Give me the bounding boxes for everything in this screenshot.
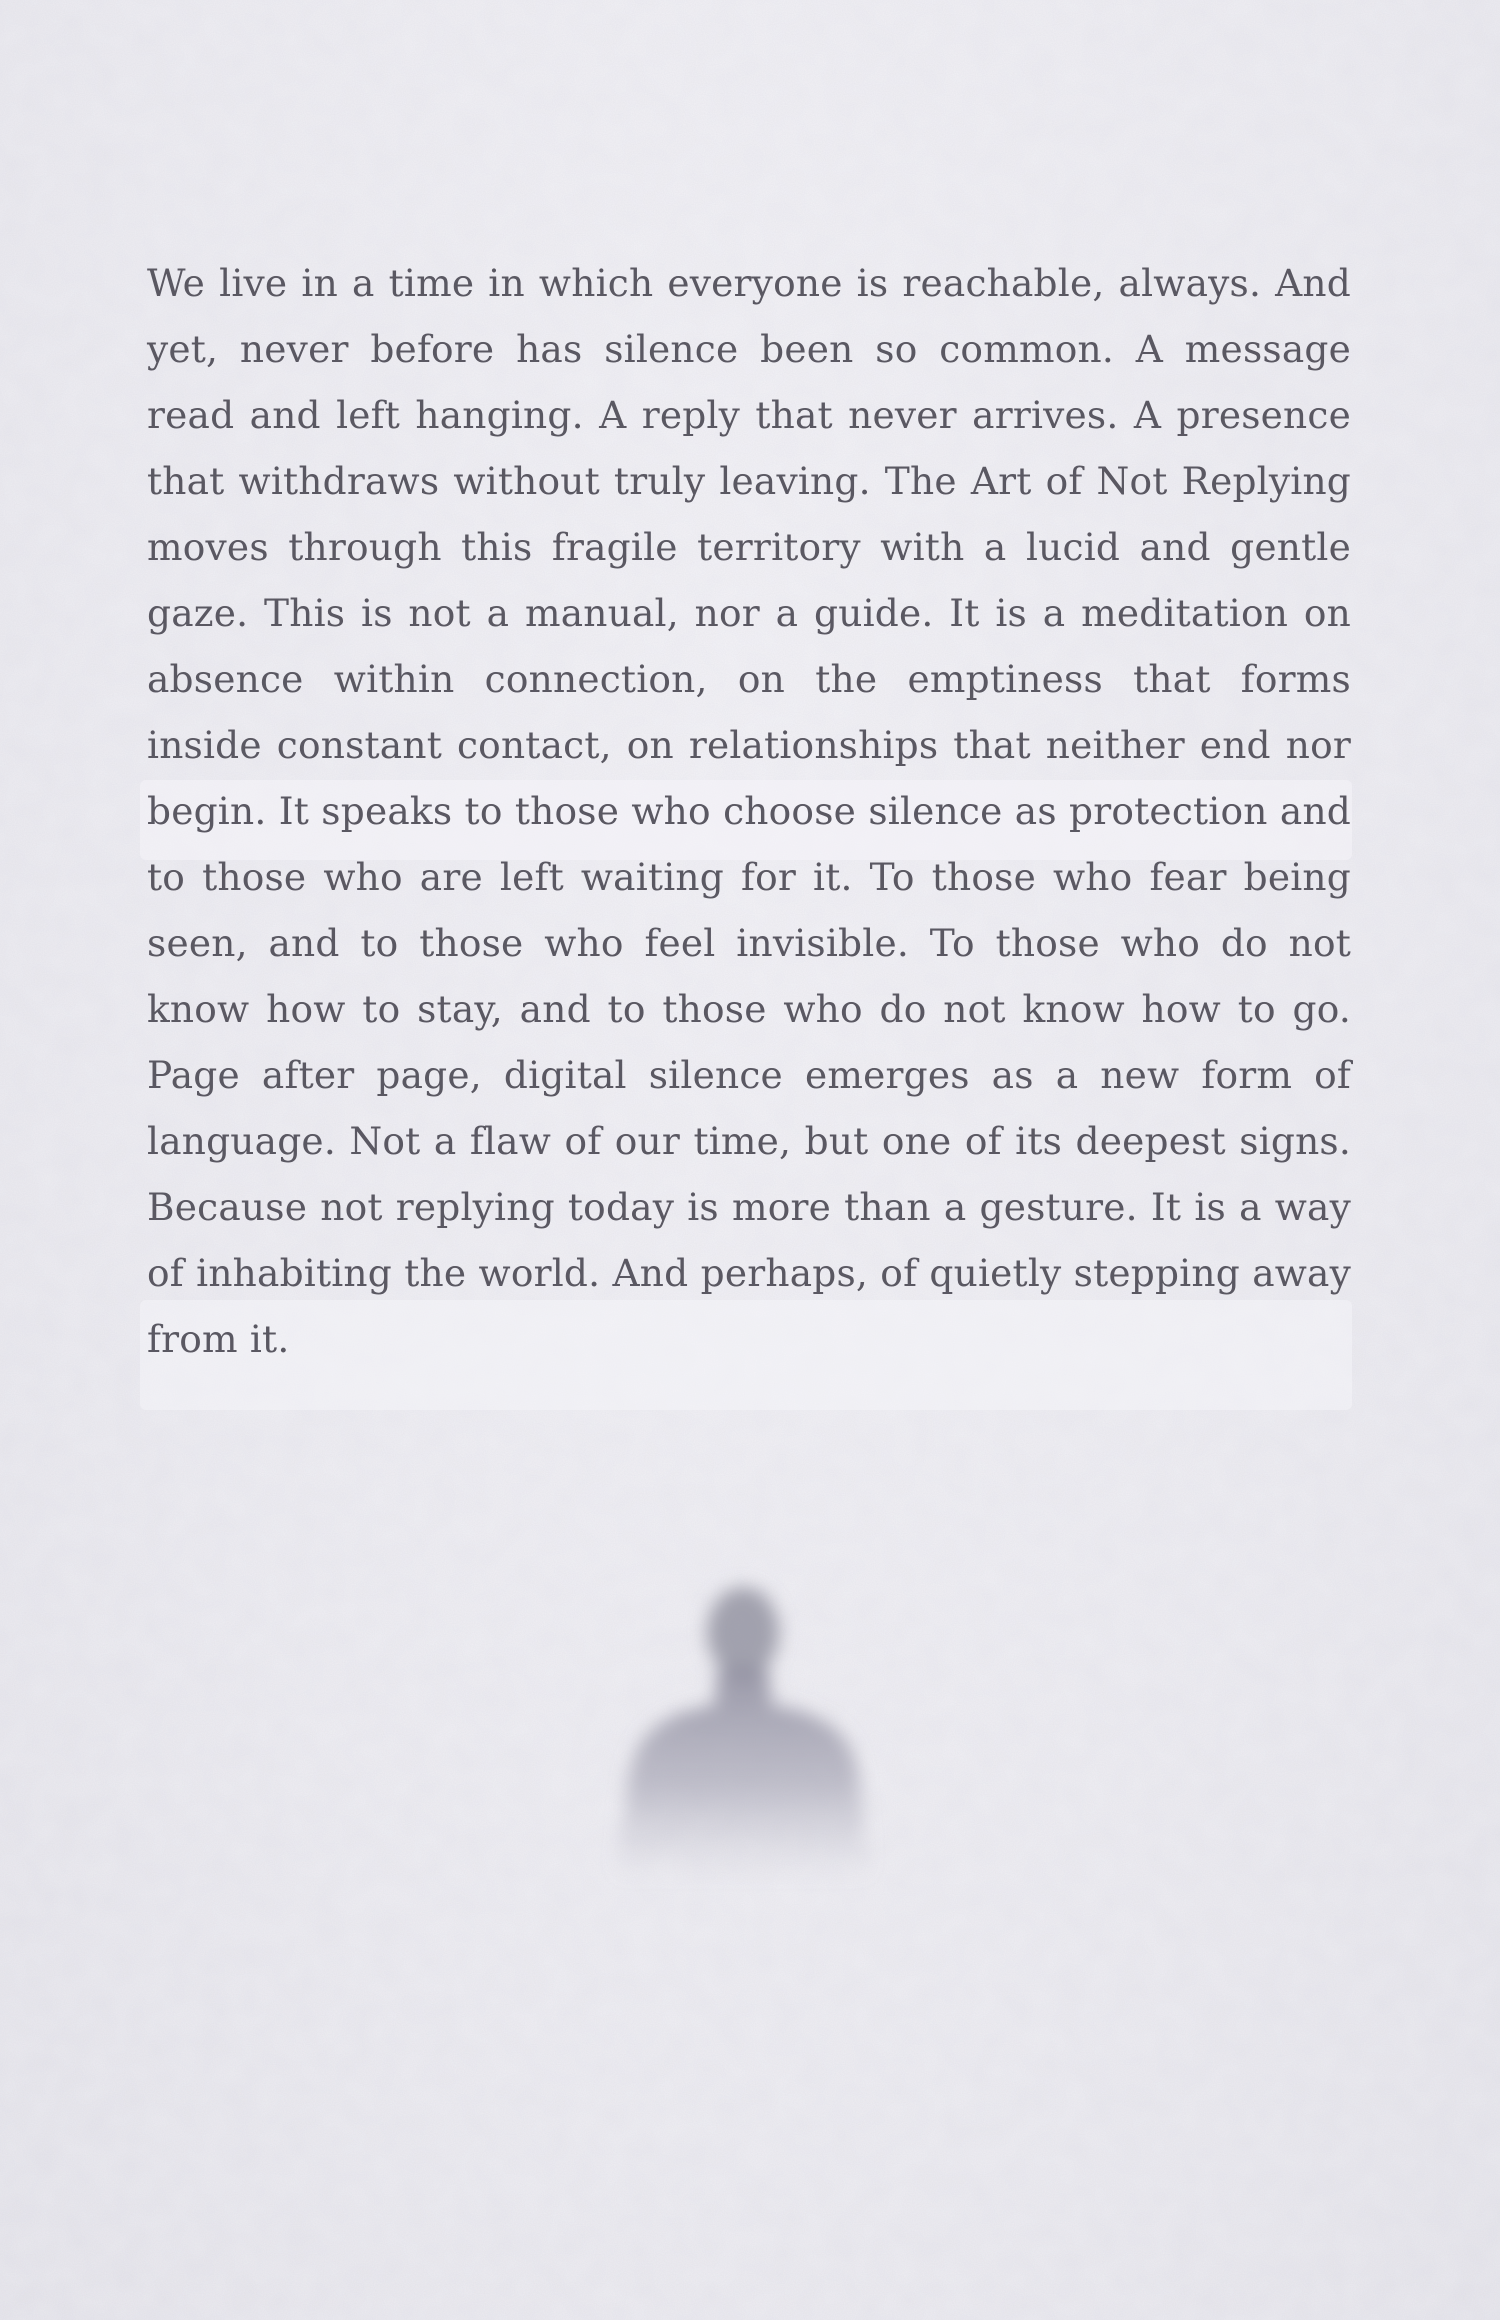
blurb-text: We live in a time in which everyone is reachable, always. And yet, never before has silence been so common. A message read and left hanging. A reply that never arrives. A presence that withdraws without truly leaving. The Art of Not Replying moves through this fragile territory with a lucid and gentle gaze. This is not a manual, nor a guide. It is a meditation on absence within connection, on the emptiness that forms inside constant contact, on relationships that neither end nor begin. It speaks to those who choose silence as protection and to those who are left waiting for it. To those who fear being seen, and to those who feel invisible. To those who do not know how to stay, and to those who do not know how to go. Page after page, digital silence emerges as a new form of language. Not a flaw of our time, but one of its deepest signs. Because not replying today is more than a gesture. It is a way of inhabiting the world. And perhaps, of quietly stepping away from it. (147, 261, 1351, 1361)
